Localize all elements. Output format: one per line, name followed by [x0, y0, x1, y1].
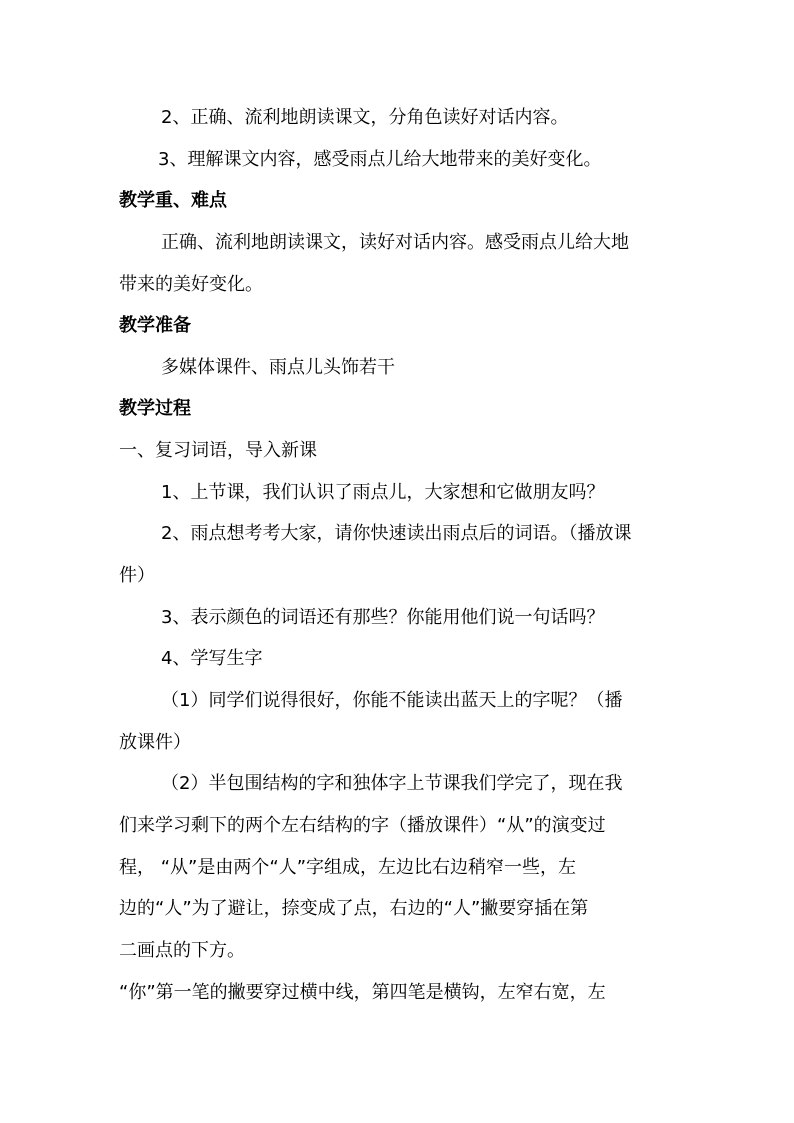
key-points-text-1: 正确、流利地朗读课文，读好对话内容。感受雨点儿给大地: [161, 232, 629, 253]
sub-step-2-line-4: 边的“人”为了避让，捺变成了点，右边的“人”撇要穿插在第: [119, 898, 589, 919]
step-3: 3、表示颜色的词语还有那些？你能用他们说一句话吗？: [161, 607, 605, 628]
step-2-line-1: 2、雨点想考考大家，请你快速读出雨点后的词语。（播放课: [161, 523, 632, 544]
section-1-title: 一、复习词语，导入新课: [119, 440, 317, 461]
sub-step-2-line-1: （2）半包围结构的字和独体字上节课我们学完了，现在我: [161, 773, 623, 794]
step-2-line-2: 件）: [119, 565, 155, 586]
sub-step-1-line-2: 放课件）: [119, 732, 191, 753]
sub-step-2-line-3: 程， “从”是由两个“人”字组成，左边比右边稍窄一些，左: [119, 857, 577, 878]
sub-step-2-line-2: 们来学习剩下的两个左右结构的字（播放课件）“从”的演变过: [119, 815, 606, 836]
step-1: 1、上节课，我们认识了雨点儿，大家想和它做朋友吗？: [161, 482, 605, 503]
objective-3: 3、理解课文内容，感受雨点儿给大地带来的美好变化。: [158, 149, 602, 170]
heading-preparation: 教学准备: [119, 315, 191, 336]
sub-step-2-line-5: 二画点的下方。: [119, 940, 245, 961]
heading-key-difficult-points: 教学重、难点: [119, 190, 227, 211]
step-4: 4、学写生字: [161, 648, 263, 669]
preparation-text: 多媒体课件、雨点儿头饰若干: [161, 357, 395, 378]
ni-character-line: “你”第一笔的撇要穿过横中线，第四笔是横钩，左窄右宽，左: [119, 982, 606, 1003]
key-points-text-2: 带来的美好变化。: [119, 274, 263, 295]
sub-step-1-line-1: （1）同学们说得很好，你能不能读出蓝天上的字呢？（播: [161, 690, 623, 711]
heading-process: 教学过程: [119, 398, 191, 419]
objective-2: 2、正确、流利地朗读课文，分角色读好对话内容。: [161, 107, 569, 128]
